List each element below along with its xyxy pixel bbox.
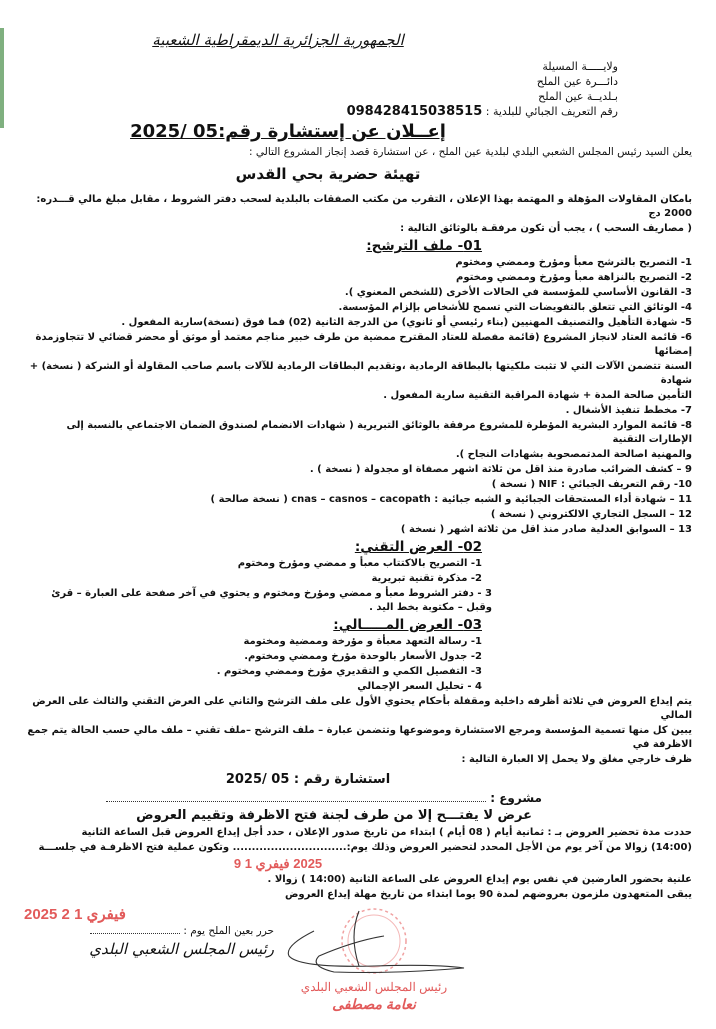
section2-heading-text: 02- العرض التقني:	[354, 539, 482, 555]
seal-and-signature	[274, 906, 474, 976]
section3-item: 3- التفصيل الكمي و التقديري مؤرخ وممضي ومختوم .	[216, 666, 482, 677]
section2-heading	[24, 538, 692, 556]
section3-item: 1- رسالة التعهد معبأة و مؤرخة وممضية ومختومة	[243, 636, 482, 647]
scan-edge	[0, 28, 4, 128]
section2-item: 2- مذكرة تقنية تبريرية	[371, 573, 482, 584]
section1-heading-text: 01- ملف الترشح:	[366, 238, 482, 254]
place-date-label: حرر بعين الملح يوم :	[183, 925, 274, 937]
section1-item: 3- القانون الأساسي للمؤسسة في الحالات الأخرى (للشخص المعنوي ).	[344, 287, 692, 298]
daira: دائـــرة عين الملح	[536, 75, 618, 88]
section3-heading-text: 03- العرض المـــــالي:	[333, 617, 482, 633]
nif-value: 098428415038515	[346, 104, 483, 119]
nif-row	[24, 105, 692, 119]
section1-item: التأمين صالحة المدة + شهادة المراقبة التقنية سارية المفعول .	[383, 390, 692, 401]
place-date-row	[24, 924, 274, 938]
project-blank	[106, 801, 486, 802]
deposit-line: ظرف خارجي مغلق ولا يحمل إلا العبارة التالية :	[461, 754, 692, 765]
handwritten-signature	[288, 911, 464, 973]
commune: بـلديــة عين الملح	[538, 90, 618, 103]
condition-line: ( مصاريف السحب ) ، يجب أن تكون مرفقـة بالوثائق التالية :	[400, 223, 692, 234]
section3-heading	[24, 616, 692, 634]
deadline-line: يبقى المتعهدون ملزمون بعروضهم لمدة 90 يوما ابتداء من تاريخ مهلة إيداع العروض	[284, 889, 692, 900]
seal-name: نعامة مصطفى	[332, 996, 416, 1012]
envelope-project-label: مشروع :	[490, 791, 542, 805]
section1-item: 2- التصريح بالنزاهة معبأ ومؤرخ وممضي ومختوم	[456, 272, 692, 283]
signing-date-stamp: 2025 فيفري 1 2	[24, 906, 126, 923]
seal-text: رئيس المجلس الشعبي البلدي	[300, 980, 448, 994]
section1-item: 6- قائمة العتاد لانجاز المشروع (قائمة مفصلة للعتاد المقترح ممضية من طرف خبير مناجم معتمد أو موثق أو محضر قضائي لا تتجاوزمدة إمضائها	[35, 332, 692, 357]
section1-item: 13 – السوابق العدلية صادر منذ اقل من ثلاثة اشهر ( نسخة )	[400, 524, 692, 535]
date-blank	[90, 933, 180, 934]
envelope-notice: عرض لا يفتـــح إلا من طرف لجنة فتح الاظرفة وتقييم العروض	[136, 808, 532, 823]
section1-item: السنة تتضمن الآلات التي لا تثبت ملكيتها بالبطاقة الرمادية ،وتقديم البطاقات الرمادية للآلات باسم صاحب المقاولة أو الشركة ( نسخة) + شهادة	[29, 361, 692, 386]
seal-column	[274, 906, 474, 1013]
deadline-line: حددت مدة تحضير العروض بـ : ثمانية أيام ( 08 أيام ) ابتداء من تاريخ صدور الإعلان ، حدد أجل إيداع العروض قبل الساعة الثانية	[81, 827, 692, 838]
section1-item: 7- مخطط تنفيذ الأشغال .	[565, 405, 692, 416]
deposit-line: يتم إيداع العروض في ثلاثة أظرفه داخلية ومقفلة بأحكام يحتوي الأول على ملف الترشح والثاني على العرض التقني والثالث على العرض المالي	[32, 696, 692, 721]
republic-header: الجمهورية الجزائرية الديمقراطية الشعبية	[152, 31, 404, 49]
project-title: تهيئة حضرية بحي القدس	[235, 165, 421, 183]
section1-item: 9 – كشف الضرائب صادرة منذ اقل من ثلاثة اشهر مصفاة او مجدولة ( نسخة ) .	[309, 464, 692, 475]
section1-item: 1- التصريح بالترشح معبأ ومؤرخ وممضي ومختوم	[455, 257, 692, 268]
envelope-reference: استشارة رقم : 05 /2025	[225, 772, 391, 787]
signature-block	[24, 906, 692, 1013]
nif-label: رقم التعريف الجبائي للبلدية :	[485, 105, 618, 118]
deadline-date-stamp: 2025 فيفري 1 9	[233, 856, 323, 871]
section1-item: 12 – السجل التجاري الالكتروني ( نسخة )	[490, 509, 692, 520]
section3-item: 2- جدول الأسعار بالوحدة مؤرخ وممضي ومختوم.	[244, 651, 482, 662]
deadline-line: علنية بحضور العارضين في نفس يوم إيداع العروض على الساعة الثانية (14:00 ) زوالا .	[267, 874, 692, 885]
section1-item: 5- شهادة التأهيل والتصنيف المهنيين (بناء رئيسي أو ثانوي) من الدرجة الثانية (02) فما فوق (نسخة)سارية المفعول .	[121, 317, 692, 328]
signature-column	[24, 906, 274, 960]
announcement-title: إعــلان عن إستشارة رقم:05 /2025	[130, 121, 446, 142]
deadline-line: (14:00) زوالا من آخر يوم من الأجل المحدد لتحضير العروض وذلك يوم:.............................. وتكون عملية فتح الاظرفـة في جلســـة	[38, 842, 692, 853]
section2-item: 3 - دفتر الشروط معبأ و ممضي ومؤرخ ومختوم و يحتوي في آخر صفحة على العبارة – قرئ وقبل – مكتوبة بخط اليد .	[51, 588, 492, 613]
section1-item: 11 – شهادة أداء المستحقات الجبائية و الشبه جبائية : cnas – casnos – cacopath ( نسخة صالحة )	[210, 494, 692, 505]
section2-item: 1- التصريح بالاكتتاب معبأ و ممضي ومؤرخ ومختوم	[237, 558, 482, 569]
deposit-line: يبين كل منها تسمية المؤسسة ومرجع الاستشارة وموضوعها وتتضمن عبارة – ملف الترشح –ملف تقني – ملف مالي حسب الحالة يتم جمع الاظرفة في	[27, 725, 692, 750]
signatory-title: رئيس المجلس الشعبي البلدي	[89, 940, 274, 958]
section1-item: 10- رقم التعريف الجبائي : NIF ( نسخة )	[491, 479, 692, 490]
official-seal-icon	[342, 909, 406, 973]
condition-line: بامكان المقاولات المؤهلة و المهتمة بهذا الإعلان ، التقرب من مكتب الصفقات بالبلدية لسحب دفتر الشروط ، مقابل مبلغ مالي قـــدره: 2000 دج	[36, 194, 692, 219]
section3-item: 4 - تحليل السعر الإجمالي	[357, 681, 482, 692]
wilaya: ولايـــــة المسيلة	[542, 60, 618, 73]
intro: يعلن السيد رئيس المجلس الشعبي البلدي لبلدية عين الملح ، عن استشارة قصد إنجاز المشروع التالي :	[249, 146, 692, 158]
section1-item: 8- قائمة الموارد البشرية المؤطرة للمشروع مرفقة بالوثائق التبريرية ( شهادات الانضمام لصندوق الضمان الاجتماعي بالنسبة إلى الإطارات التقنية	[66, 420, 692, 445]
section1-item: والمهنية اصالحة المدتمصحوبة بشهادات النجاح ).	[455, 449, 692, 460]
envelope-project-row	[24, 790, 692, 806]
section1-item: 4- الوثائق التي تتعلق بالتفويضات التي تسمح للأشخاص بإلزام المؤسسة.	[338, 302, 692, 313]
section1-heading	[24, 237, 692, 255]
